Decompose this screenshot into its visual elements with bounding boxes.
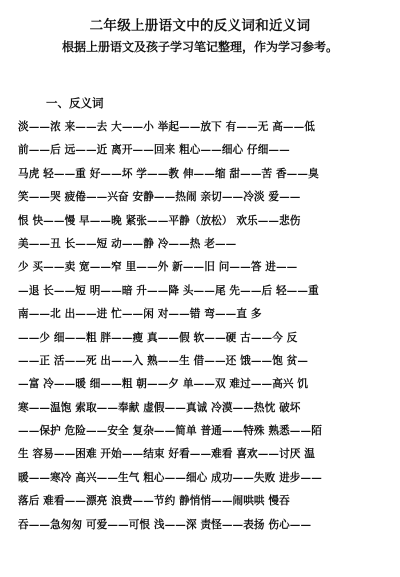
antonym-line: ——少 细——粗 胖——瘦 真——假 软——硬 古——今 反 xyxy=(18,331,298,344)
antonym-line: 吞——急匆匆 可爱——可恨 浅——深 责怪——表扬 伤心—— xyxy=(18,518,312,531)
antonym-line: 恨 快——慢 早——晚 紧张——平静（放松） 欢乐——悲伤 xyxy=(18,214,301,227)
antonym-line: 马虎 轻——重 好——坏 学——教 伸——缩 甜——苦 香——臭 xyxy=(18,167,319,180)
antonym-line: 南——北 出——进 忙——闲 对——错 弯——直 多 xyxy=(18,308,262,321)
antonym-line: ——正 活——死 出——入 熟——生 借——还 饿——饱 贫— xyxy=(18,354,309,367)
antonym-line: 前——后 远——近 离开——回来 粗心——细心 仔细—— xyxy=(18,144,290,157)
antonym-line: 美——丑 长——短 动——静 冷——热 老—— xyxy=(18,237,237,250)
antonym-line: —退 长——短 明——暗 升——降 头——尾 先——后 轻——重 xyxy=(18,284,319,297)
document-title: 二年级上册语文中的反义词和近义词 xyxy=(89,18,311,34)
antonym-line: 暖——寒冷 高兴——生气 粗心——细心 成功——失败 进步—— xyxy=(18,471,322,484)
antonym-line: —富 冷——暖 细——粗 朝——夕 单——双 难过——高兴 饥 xyxy=(18,378,309,391)
antonym-line: 生 容易——困难 开始——结束 好看——难看 喜欢——讨厌 温 xyxy=(18,448,315,461)
antonym-line: 落后 难看——漂亮 浪费——节约 静悄悄——闹哄哄 慢吞 xyxy=(18,495,290,508)
section-heading: 一、反义词 xyxy=(46,96,104,110)
antonym-list xyxy=(18,116,390,537)
antonym-line: 寒——温饱 索取——奉献 虚假——真诚 冷漠——热忱 破坏 xyxy=(18,401,301,414)
antonym-line: 少 买——卖 宽——窄 里——外 新——旧 问——答 进—— xyxy=(18,261,298,274)
document-subtitle: 根据上册语文及孩子学习笔记整理，作为学习参考。 xyxy=(61,40,338,54)
antonym-line: ——保护 危险——安全 复杂——简单 普通——特殊 熟悉——陌 xyxy=(18,425,322,438)
antonym-line: 淡——浓 来——去 大——小 举起——放下 有——无 高——低 xyxy=(18,121,315,133)
antonym-line: 笑——哭 疲倦——兴奋 安静——热闹 亲切——冷淡 爱—— xyxy=(18,191,301,204)
